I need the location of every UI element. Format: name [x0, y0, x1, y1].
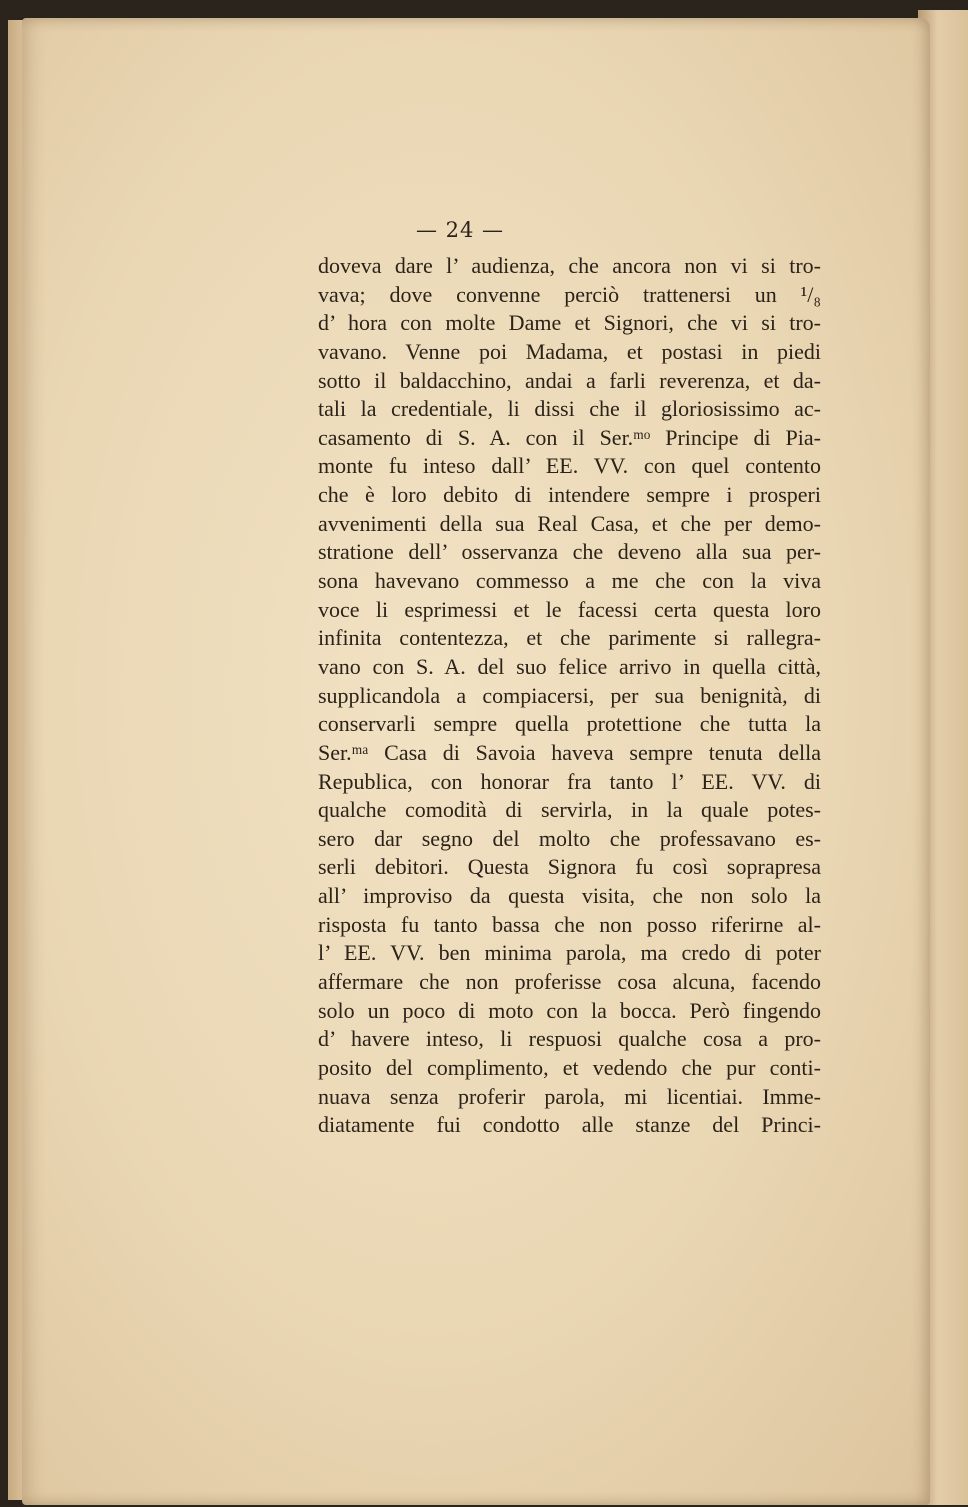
text-line: all’ improviso da questa visita, che non solo la [318, 883, 821, 909]
page-number: — 24 — [415, 218, 505, 242]
text-line: d’ havere inteso, li respuosi qualche cosa a pro- [318, 1026, 821, 1052]
text-line: sotto il baldacchino, andai a farli reverenza, et da- [318, 367, 821, 393]
text-line: tali la credentiale, li dissi che il gloriosissimo ac- [318, 396, 821, 422]
text-line: voce li esprimessi et le facessi certa questa loro [318, 596, 821, 622]
text-line: sero dar segno del molto che professavano es- [318, 825, 821, 851]
text-line: doveva dare l’ audienza, che ancora non vi si tro- [318, 253, 821, 278]
text-line: stratione dell’ osservanza che deveno alla sua per- [318, 539, 821, 565]
text-line: diatamente fui condotto alle stanze del Princi- [318, 1112, 821, 1138]
text-line: sona havevano commesso a me che con la viva [318, 568, 821, 594]
text-line: d’ hora con molte Dame et Signori, che vi si tro- [318, 310, 821, 336]
text-line: Republica, con honorar fra tanto l’ EE. VV. di [318, 768, 821, 794]
text-line: infinita contentezza, et che parimente si rallegra- [318, 625, 821, 651]
text-line: qualche comodità di servirla, in la quale potes- [318, 797, 821, 823]
text-line: avvenimenti della sua Real Casa, et che per demo- [318, 510, 821, 536]
text-line: casamento di S. A. con il Ser.ᵐᵒ Principe di Pia- [318, 424, 821, 450]
text-line: supplicandola a compiacersi, per sua benignità, di [318, 682, 821, 708]
text-line: vano con S. A. del suo felice arrivo in quella città, [318, 653, 821, 679]
text-line: serli debitori. Questa Signora fu così soprapresa [318, 854, 821, 880]
text-line: monte fu inteso dall’ EE. VV. con quel contento [318, 453, 821, 479]
text-line: vavano. Venne poi Madama, et postasi in piedi [318, 338, 821, 364]
text-line: affermare che non proferisse cosa alcuna, facendo [318, 969, 821, 995]
text-line: solo un poco di moto con la bocca. Però fingendo [318, 997, 821, 1023]
text-line: nuava senza proferir parola, mi licentiai. Imme- [318, 1083, 821, 1109]
text-line: conservarli sempre quella protettione che tutta la [318, 711, 821, 737]
text-line: vava; dove convenne perciò trattenersi un ¹/₈ [318, 281, 821, 307]
text-line: l’ EE. VV. ben minima parola, ma credo di poter [318, 940, 821, 966]
text-line: Ser.ᵐᵃ Casa di Savoia haveva sempre tenuta della [318, 739, 821, 765]
body-text [318, 252, 821, 1140]
text-line: posito del complimento, et vedendo che pur conti- [318, 1054, 821, 1080]
text-line: che è loro debito di intendere sempre i prosperi [318, 482, 821, 508]
text-line: risposta fu tanto bassa che non posso riferirne al- [318, 911, 821, 937]
